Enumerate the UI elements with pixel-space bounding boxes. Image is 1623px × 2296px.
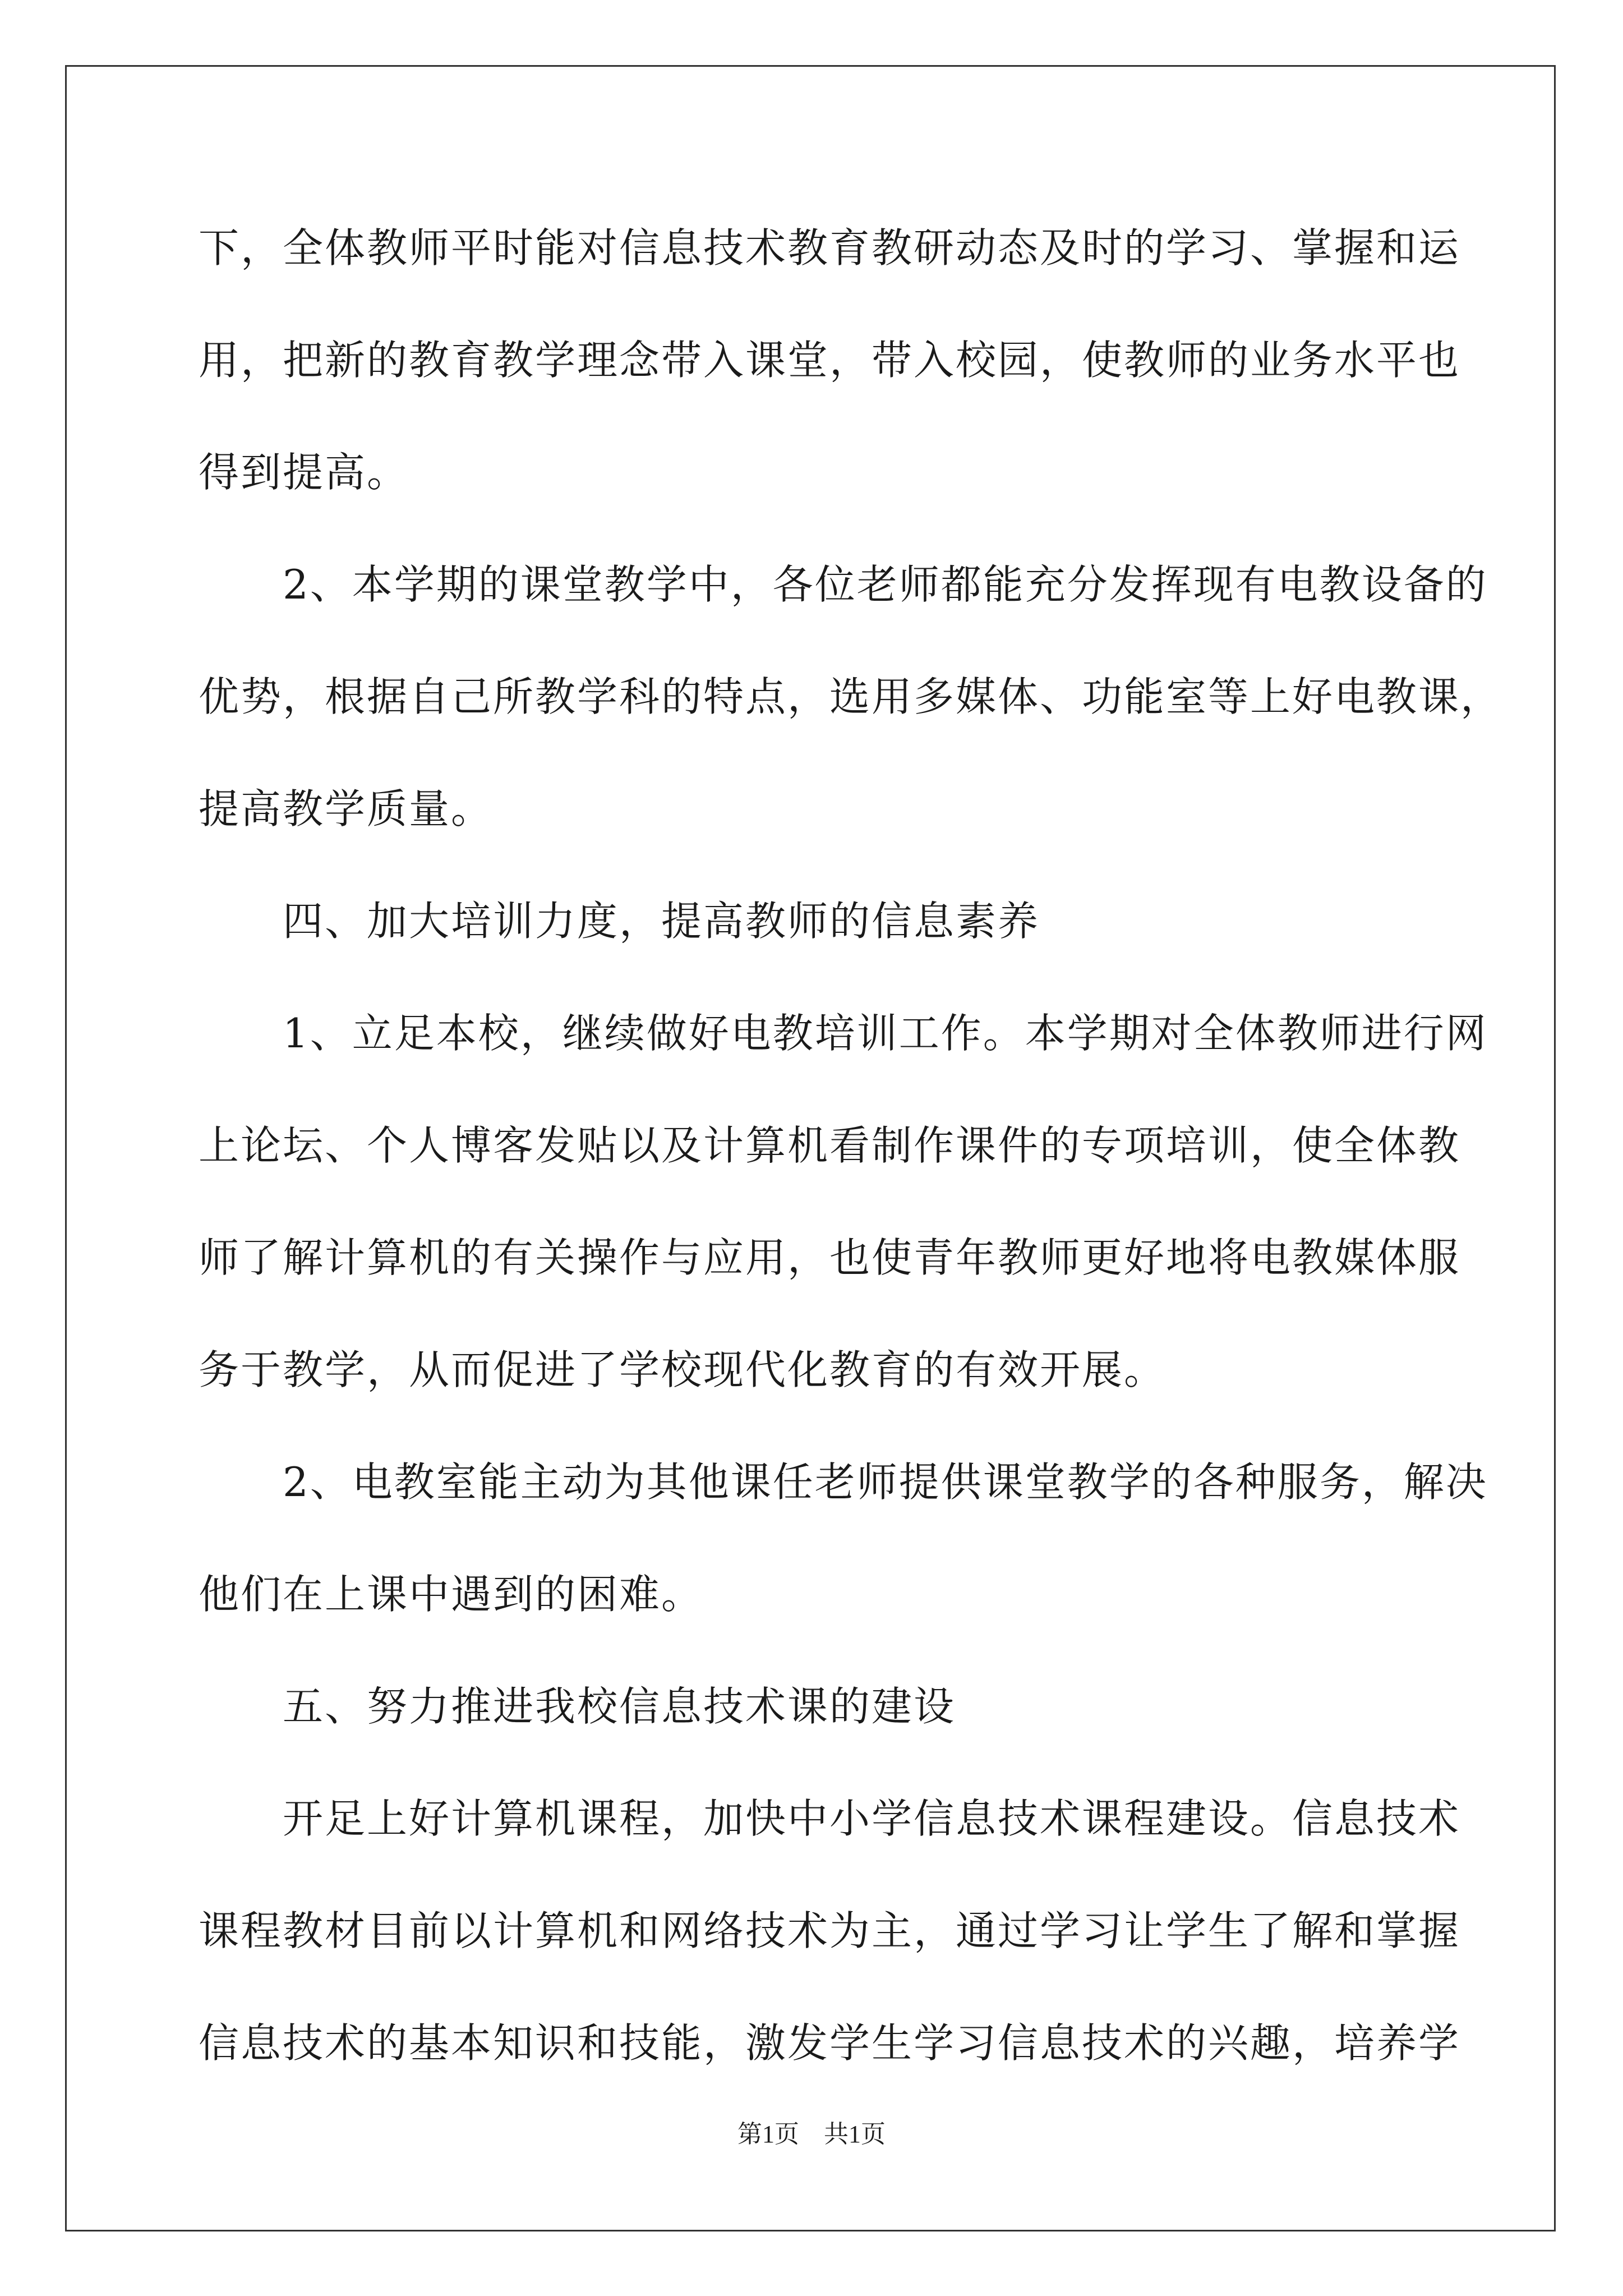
text-line: 课程教材目前以计算机和网络技术为主，通过学习让学生了解和掌握 <box>199 1907 1461 1954</box>
text-line: 务于教学，从而促进了学校现代化教育的有效开展。 <box>199 1346 1166 1393</box>
text-line: 得到提高。 <box>199 449 409 496</box>
section-heading: 四、加大培训力度，提高教师的信息素养 <box>199 898 1040 945</box>
text-line: 上论坛、个人博客发贴以及计算机看制作课件的专项培训，使全体教 <box>199 1122 1461 1169</box>
text-line: 用，把新的教育教学理念带入课堂，带入校园，使教师的业务水平也 <box>199 337 1461 384</box>
text-line: 优势，根据自己所教学科的特点，选用多媒体、功能室等上好电教课， <box>199 673 1503 720</box>
text-line: 2、本学期的课堂教学中，各位老师都能充分发挥现有电教设备的 <box>199 561 1488 608</box>
text-line: 信息技术的基本知识和技能，激发学生学习信息技术的兴趣，培养学 <box>199 2019 1461 2067</box>
text-line: 2、电教室能主动为其他课任老师提供课堂教学的各种服务，解决 <box>199 1458 1488 1506</box>
text-line: 1、立足本校，继续做好电教培训工作。本学期对全体教师进行网 <box>199 1010 1488 1057</box>
text-line: 下，全体教师平时能对信息技术教育教研动态及时的学习、掌握和运 <box>199 224 1461 272</box>
section-heading: 五、努力推进我校信息技术课的建设 <box>199 1683 956 1730</box>
text-line: 师了解计算机的有关操作与应用，也使青年教师更好地将电教媒体服 <box>199 1234 1461 1281</box>
text-line: 提高教学质量。 <box>199 785 494 832</box>
text-line: 他们在上课中遇到的困难。 <box>199 1571 704 1618</box>
page-number-footer: 第1页 共1页 <box>737 2120 886 2148</box>
text-line: 开足上好计算机课程，加快中小学信息技术课程建设。信息技术 <box>199 1795 1461 1842</box>
